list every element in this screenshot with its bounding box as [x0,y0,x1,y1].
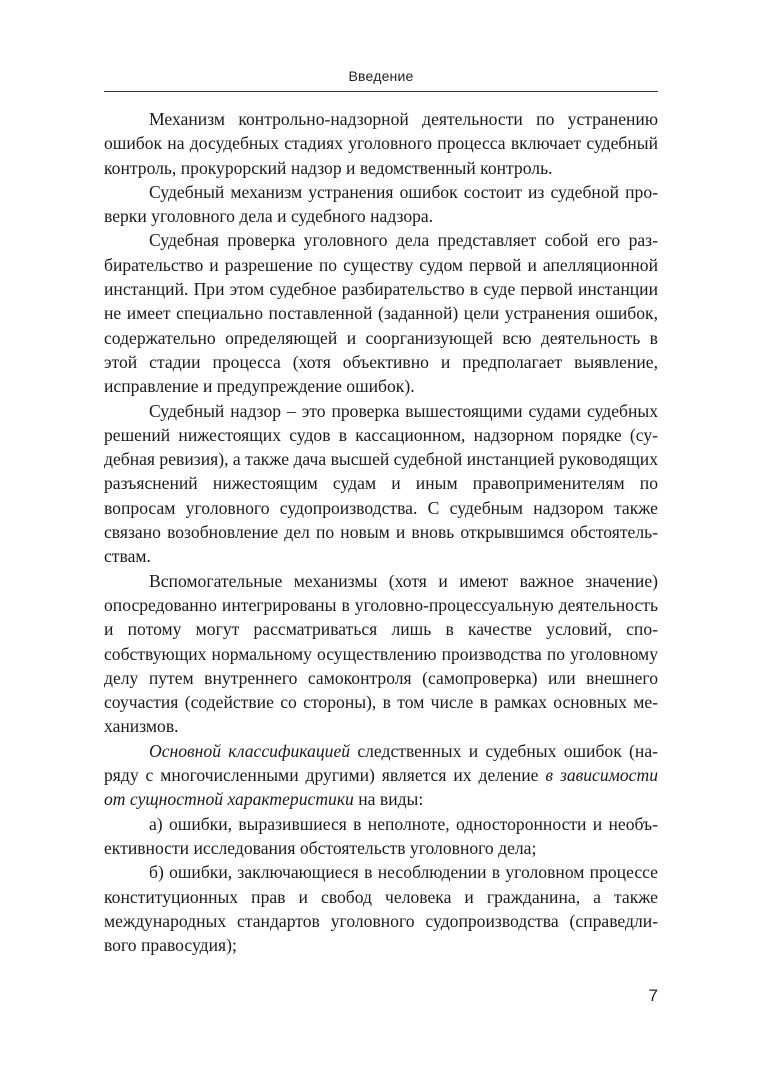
list-item-b: б) ошибки, заключающиеся в несоблюдении в уголовном процессе конституционных прав и свобод человека и гражданина, а также международных стандартов уголовного судопроизводства (справедливого правосудия); [104,862,658,956]
paragraph-classification [104,739,658,812]
paragraph: Механизм контрольно-надзорной деятельности по устранению ошибок на досудебных стадиях уголовного процесса включает судебный контроль, прокурорский надзор и ведомственный контроль. [104,109,658,178]
page-number: 7 [648,986,658,1005]
running-header-title: Введение [348,68,414,84]
italic-term: в зависимости от сущностной характеристики [104,765,658,810]
body-text [104,107,658,957]
paragraph: Судебный механизм устранения ошибок состоит из судебной проверки уголовного дела и судебного надзора. [104,181,658,227]
paragraph: Судебная проверка уголовного дела представляет собой его разбирательство и разрешение по существу судом первой и апелляционной инстанций. При этом судебное разбирательство в суде первой инстанции не имеет специально поставленной (заданной) цели устранения ошибок, содержательно определяющей и соорганизующей всю деятельность в этой стадии процесса (хотя объективно и предполагает выявление, исправление и предупреждение ошибок). [104,230,658,397]
header-divider [104,91,658,92]
paragraph: Судебный надзор – это проверка вышестоящими судами судебных решений нижестоящих судов в кассационном, надзорном порядке (судебная ревизия), а также дача высшей судебной инстанцией руководящих разъяснений нижестоящим судам и иным правоприменителям по вопросам уголовного судопроизводства. С судебным надзором также связано возобновление дел по новым и вновь открывшимся обстоятельствам. [104,400,659,567]
paragraph-text: следственных и судебных ошибок (наряду с многочисленными другими) является их деление [104,740,658,786]
list-item-a: а) ошибки, выразившиеся в неполноте, односторонности и необъективности исследования обстоятельств уголовного дела; [104,813,658,858]
paragraph-text: на виды: [353,789,424,810]
italic-term: Основной классификацией [149,740,351,761]
paragraph: Вспомогательные механизмы (хотя и имеют важное значение) опосредованно интегрированы в уголовно-процессуальную деятельность и потому могут рассматриваться лишь в качестве условий, способствующих нормальному осуществлению производства по уголовному делу путем внутреннего самоконтроля (самопроверка) или внешнего соучастия (содействие со стороны), в том числе в рамках основных механизмов. [104,570,658,737]
